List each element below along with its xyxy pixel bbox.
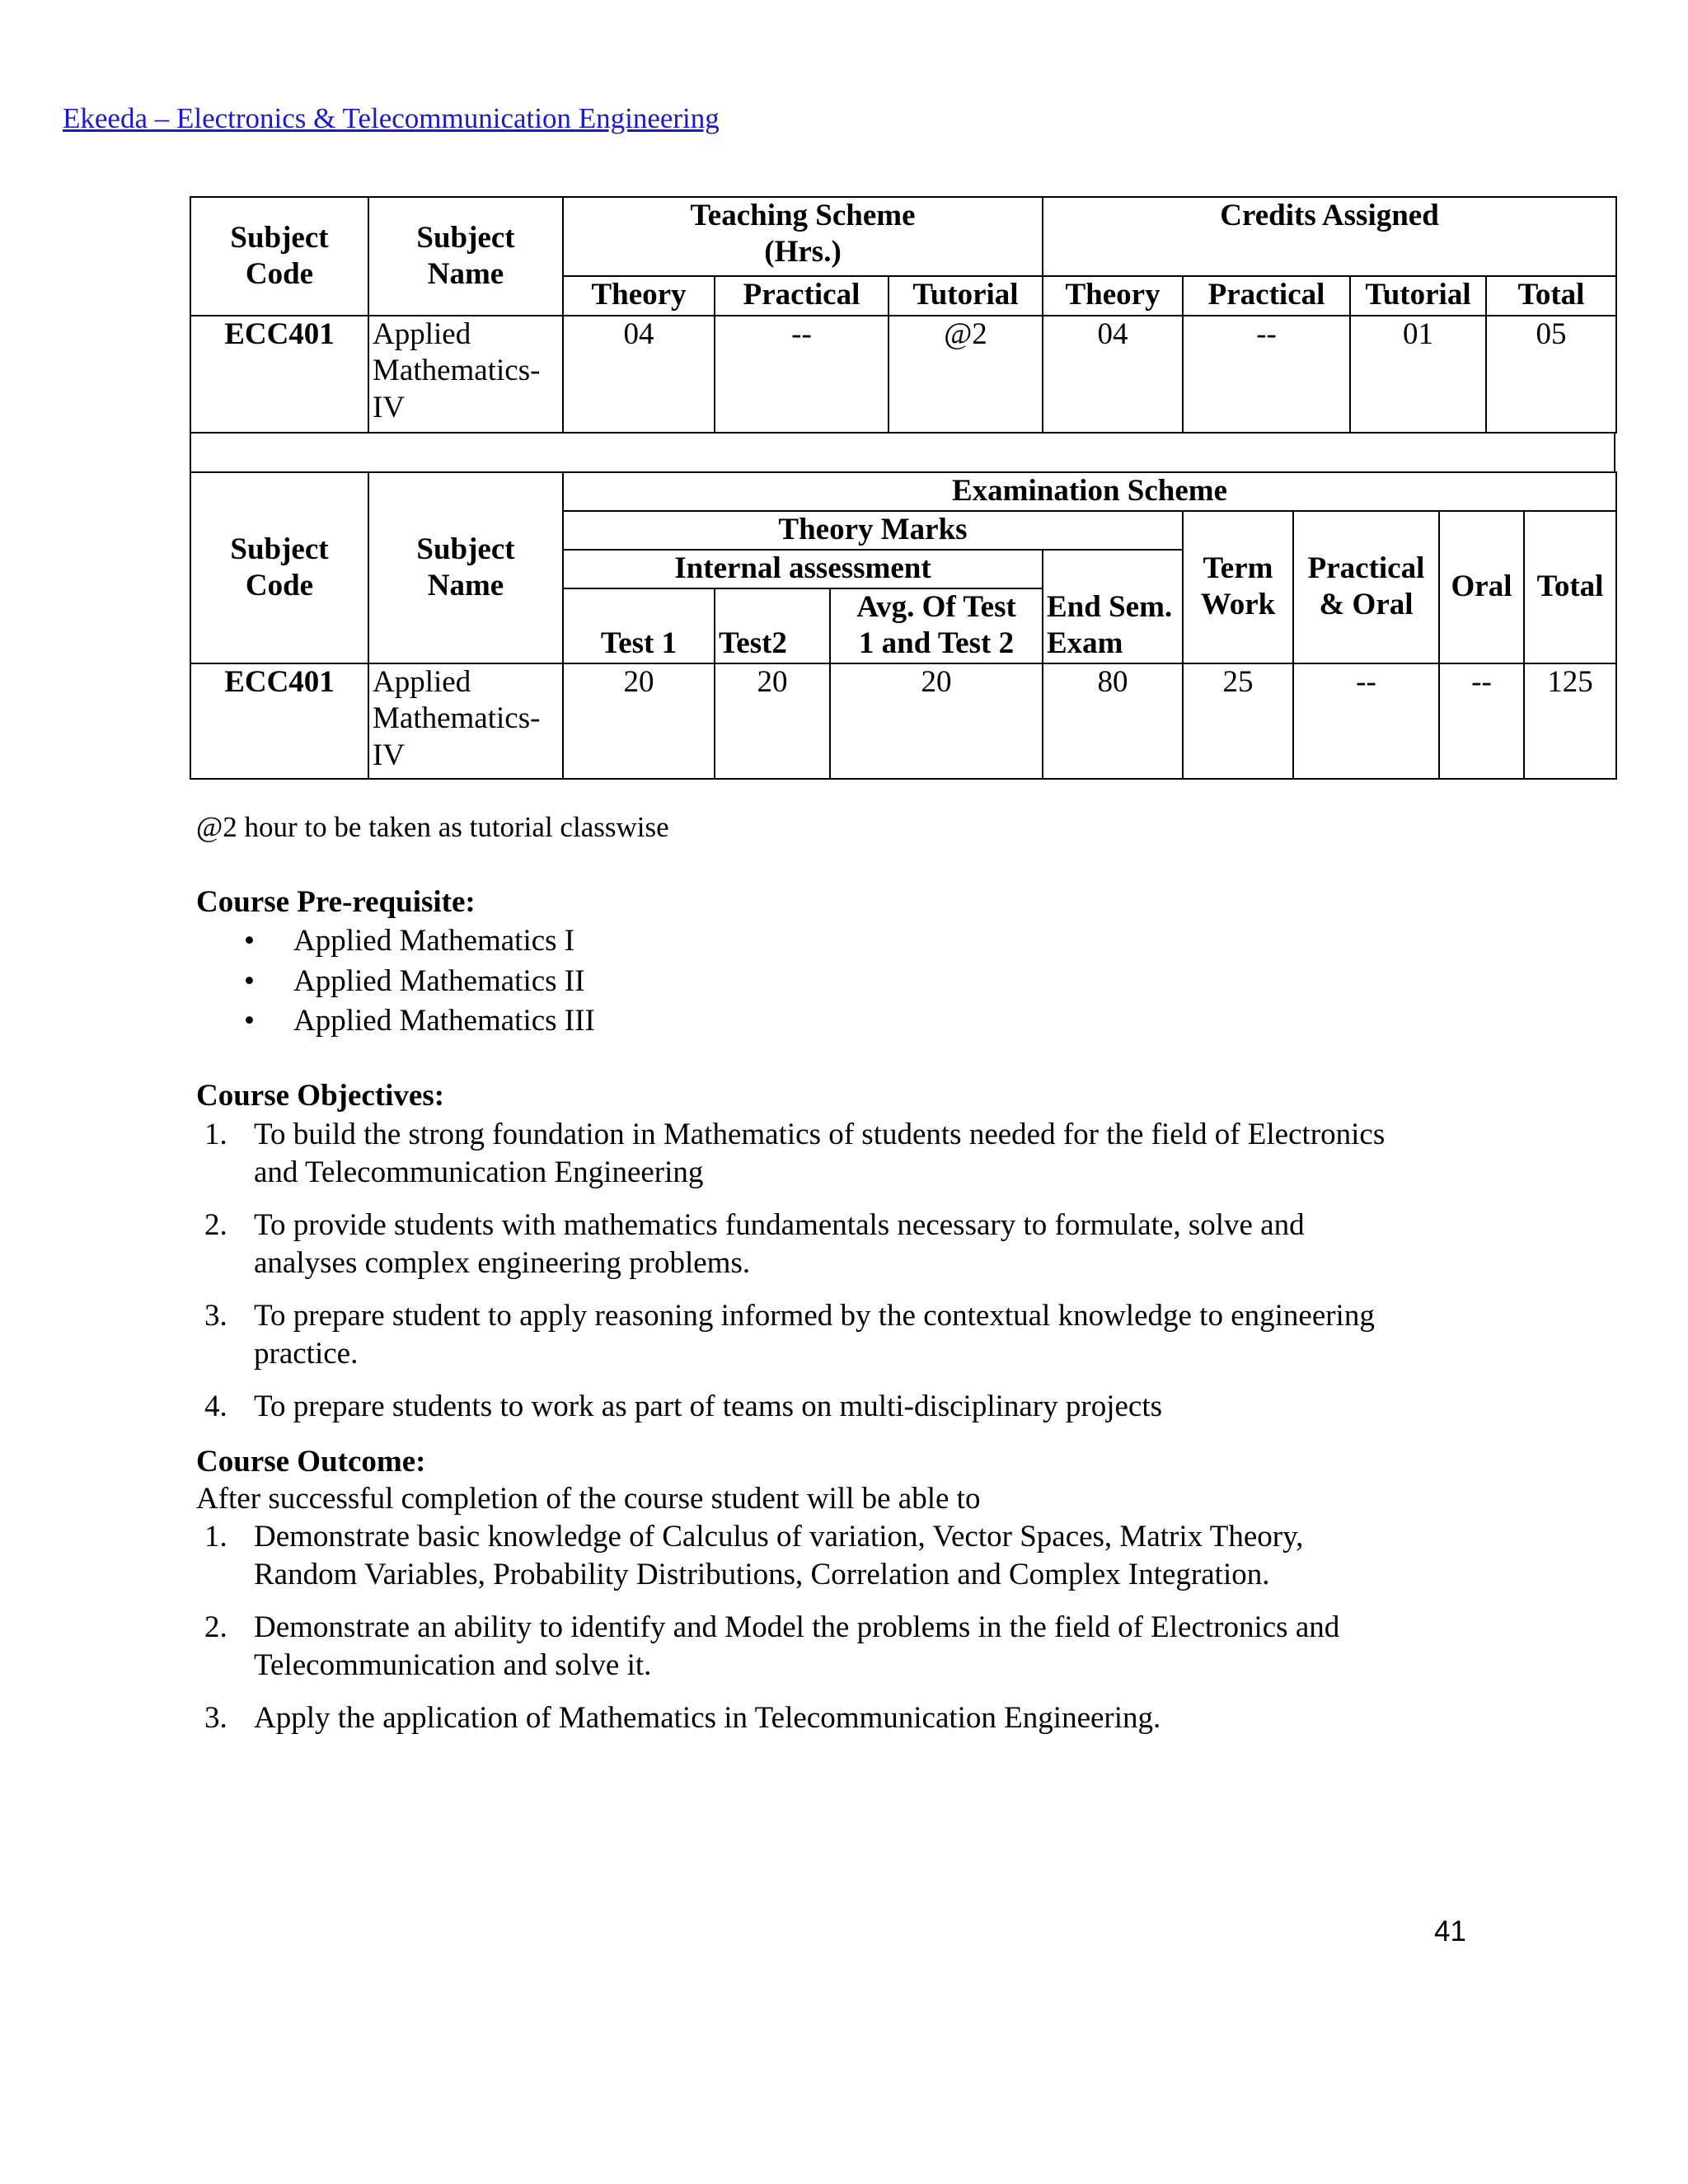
header-link[interactable]: Ekeeda – Electronics & Telecommunication Engineering: [63, 102, 720, 134]
list-number: 3.: [204, 1299, 227, 1333]
list-number: 1.: [204, 1520, 227, 1554]
table-spacer: [190, 432, 1615, 471]
cell-value: --: [1293, 663, 1439, 779]
sub-header-tutorial: Tutorial: [889, 276, 1043, 316]
cell-value: 20: [830, 663, 1043, 779]
cell-value: --: [1439, 663, 1524, 779]
oral-header: Oral: [1439, 511, 1524, 663]
cell-value: --: [715, 316, 889, 433]
practical-oral-header: Practical & Oral: [1293, 511, 1439, 663]
term-work-header: Term Work: [1183, 511, 1293, 663]
credits-assigned-header: Credits Assigned: [1043, 197, 1616, 276]
list-item: • Applied Mathematics I: [239, 921, 595, 962]
avg-test-header: Avg. Of Test 1 and Test 2: [830, 588, 1043, 663]
cell-value: 05: [1486, 316, 1616, 433]
col-subject-code: Subject Code: [190, 197, 368, 316]
prerequisite-list: [239, 921, 595, 1042]
list-number: 2.: [204, 1610, 227, 1644]
end-sem-exam-header: End Sem. Exam: [1043, 550, 1183, 663]
subject-name: Applied Mathematics- IV: [368, 316, 563, 433]
outcome-heading: Course Outcome:: [196, 1445, 426, 1479]
subject-code: ECC401: [190, 663, 368, 779]
tutorial-note: @2 hour to be taken as tutorial classwise: [196, 811, 669, 843]
cell-value: 01: [1350, 316, 1486, 433]
cell-value: 20: [715, 663, 830, 779]
test2-header: Test2: [715, 588, 830, 663]
list-text: To build the strong foundation in Mathematics of students needed for the field of Electronics and Telecommunication Engineering: [254, 1118, 1386, 1189]
outcome-list: [196, 1518, 1339, 1737]
list-text: To prepare student to apply reasoning informed by the contextual knowledge to engineering practice.: [254, 1299, 1375, 1371]
list-text: Demonstrate basic knowledge of Calculus of variation, Vector Spaces, Matrix Theory, Random Variables, Probability Distributions, Correlation and Complex Integration.: [254, 1520, 1304, 1591]
list-item: [196, 1207, 1385, 1282]
list-text: To provide students with mathematics fundamentals necessary to formulate, solve and analyses complex engineering problems.: [254, 1208, 1305, 1280]
cell-value: 80: [1043, 663, 1183, 779]
page-number: 41: [1434, 1915, 1466, 1947]
sub-header-credit-total: Total: [1486, 276, 1616, 316]
teaching-scheme-table: [190, 196, 1617, 434]
list-text: Demonstrate an ability to identify and Model the problems in the field of Electronics and Telecommunication and solve it.: [254, 1610, 1340, 1682]
theory-marks-header: Theory Marks: [563, 511, 1183, 550]
list-item: • Applied Mathematics II: [239, 962, 595, 1002]
list-number: 3.: [204, 1701, 227, 1735]
objectives-heading: Course Objectives:: [196, 1079, 445, 1113]
table-row: [190, 316, 1616, 433]
cell-value: @2: [889, 316, 1043, 433]
list-item: [196, 1116, 1385, 1192]
cell-value: 04: [563, 316, 715, 433]
list-number: 4.: [204, 1390, 227, 1423]
subject-code: ECC401: [190, 316, 368, 433]
list-text: Apply the application of Mathematics in Telecommunication Engineering.: [254, 1701, 1161, 1735]
objectives-list: [196, 1116, 1385, 1426]
list-text: To prepare students to work as part of teams on multi-disciplinary projects: [254, 1390, 1162, 1423]
cell-value: 25: [1183, 663, 1293, 779]
table-row: [190, 663, 1616, 779]
outcome-intro: After successful completion of the course student will be able to: [196, 1482, 981, 1516]
test1-header: Test 1: [563, 588, 715, 663]
examination-scheme-table: [190, 471, 1617, 780]
list-item: [196, 1609, 1339, 1685]
total-header: Total: [1524, 511, 1616, 663]
list-item: [196, 1388, 1385, 1426]
cell-value: 04: [1043, 316, 1183, 433]
examination-scheme-header: Examination Scheme: [563, 472, 1616, 511]
list-number: 1.: [204, 1118, 227, 1151]
cell-value: --: [1183, 316, 1350, 433]
sub-header-credit-practical: Practical: [1183, 276, 1350, 316]
teaching-scheme-header: Teaching Scheme (Hrs.): [563, 197, 1043, 276]
col-subject-code: Subject Code: [190, 472, 368, 663]
prerequisite-heading: Course Pre-requisite:: [196, 885, 476, 919]
cell-value: 125: [1524, 663, 1616, 779]
sub-header-credit-tutorial: Tutorial: [1350, 276, 1486, 316]
subject-name: Applied Mathematics- IV: [368, 663, 563, 779]
col-subject-name: Subject Name: [368, 472, 563, 663]
sub-header-theory: Theory: [563, 276, 715, 316]
internal-assessment-header: Internal assessment: [563, 550, 1043, 588]
col-subject-name: Subject Name: [368, 197, 563, 316]
cell-value: 20: [563, 663, 715, 779]
sub-header-credit-theory: Theory: [1043, 276, 1183, 316]
list-item: [196, 1699, 1339, 1737]
list-item: [196, 1297, 1385, 1373]
list-item: [196, 1518, 1339, 1594]
list-item: • Applied Mathematics III: [239, 1001, 595, 1042]
sub-header-practical: Practical: [715, 276, 889, 316]
list-number: 2.: [204, 1208, 227, 1242]
